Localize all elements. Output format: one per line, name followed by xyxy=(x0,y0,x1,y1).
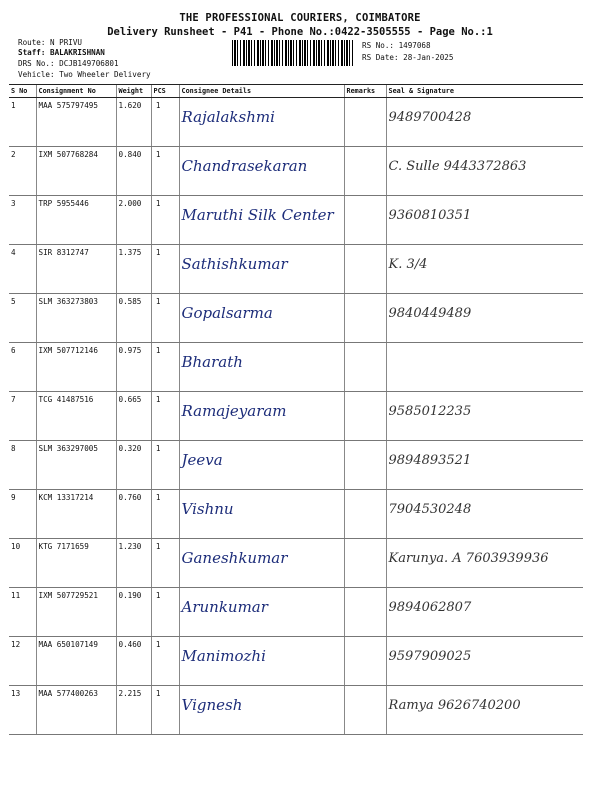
remarks-cell xyxy=(344,490,386,539)
consignment-number: TCG 41487516 xyxy=(36,392,116,441)
serial-number: 6 xyxy=(9,343,36,392)
signature-cell: 9894893521 xyxy=(386,441,583,490)
company-title: THE PROFESSIONAL COURIERS, COIMBATORE xyxy=(179,12,421,24)
serial-number: 5 xyxy=(9,294,36,343)
col-weight-header: Weight xyxy=(116,85,151,98)
pcs-value: 1 xyxy=(151,196,179,245)
col-pcs-header: PCS xyxy=(151,85,179,98)
serial-number: 10 xyxy=(9,539,36,588)
consignment-number: SLM 363273803 xyxy=(36,294,116,343)
remarks-cell xyxy=(344,245,386,294)
consignee-name: Sathishkumar xyxy=(179,245,344,294)
pcs-value: 1 xyxy=(151,245,179,294)
consignment-number: SIR 8312747 xyxy=(36,245,116,294)
serial-number: 9 xyxy=(9,490,36,539)
runsheet-subtitle: Delivery Runsheet - P41 - Phone No.:0422-3505555 - Page No.:1 xyxy=(107,26,493,38)
consignee-name: Manimozhi xyxy=(179,637,344,686)
serial-number: 2 xyxy=(9,147,36,196)
rs-date: RS Date: 28-Jan-2025 xyxy=(362,53,454,62)
remarks-cell xyxy=(344,392,386,441)
signature-cell: 9840449489 xyxy=(386,294,583,343)
col-consignee-header: Consignee Details xyxy=(179,85,344,98)
table-row xyxy=(9,196,583,245)
pcs-value: 1 xyxy=(151,539,179,588)
consignment-number: KCM 13317214 xyxy=(36,490,116,539)
signature-cell: 9597909025 xyxy=(386,637,583,686)
signature-cell: 9894062807 xyxy=(386,588,583,637)
pcs-value: 1 xyxy=(151,441,179,490)
signature-cell: C. Sulle 9443372863 xyxy=(386,147,583,196)
consignee-name: Gopalsarma xyxy=(179,294,344,343)
consignee-name: Maruthi Silk Center xyxy=(179,196,344,245)
rs-number: RS No.: 1497068 xyxy=(362,41,431,50)
weight-value: 1.375 xyxy=(116,245,151,294)
table-row xyxy=(9,588,583,637)
table-row xyxy=(9,539,583,588)
remarks-cell xyxy=(344,98,386,147)
consignee-name: Vignesh xyxy=(179,686,344,735)
serial-number: 3 xyxy=(9,196,36,245)
consignee-name: Chandrasekaran xyxy=(179,147,344,196)
col-consignment-header: Consignment No xyxy=(36,85,116,98)
serial-number: 13 xyxy=(9,686,36,735)
table-row xyxy=(9,147,583,196)
table-row xyxy=(9,343,583,392)
weight-value: 0.840 xyxy=(116,147,151,196)
pcs-value: 1 xyxy=(151,490,179,539)
weight-value: 2.000 xyxy=(116,196,151,245)
remarks-cell xyxy=(344,686,386,735)
weight-value: 0.190 xyxy=(116,588,151,637)
table-row xyxy=(9,637,583,686)
table-row xyxy=(9,98,583,147)
col-remarks-header: Remarks xyxy=(344,85,386,98)
table-row xyxy=(9,490,583,539)
consignment-number: SLM 363297005 xyxy=(36,441,116,490)
consignee-name: Bharath xyxy=(179,343,344,392)
table-row xyxy=(9,245,583,294)
table-row xyxy=(9,441,583,490)
remarks-cell xyxy=(344,637,386,686)
signature-cell: 7904530248 xyxy=(386,490,583,539)
consignee-name: Arunkumar xyxy=(179,588,344,637)
remarks-cell xyxy=(344,539,386,588)
serial-number: 8 xyxy=(9,441,36,490)
remarks-cell xyxy=(344,147,386,196)
table-header-row xyxy=(9,85,583,98)
consignment-number: IXM 507768284 xyxy=(36,147,116,196)
consignment-number: MAA 650107149 xyxy=(36,637,116,686)
signature-cell: Karunya. A 7603939936 xyxy=(386,539,583,588)
staff-text: Staff: BALAKRISHNAN xyxy=(18,48,105,57)
weight-value: 0.460 xyxy=(116,637,151,686)
signature-cell: 9489700428 xyxy=(386,98,583,147)
table-row xyxy=(9,686,583,735)
table-row xyxy=(9,392,583,441)
pcs-value: 1 xyxy=(151,147,179,196)
consignee-name: Ganeshkumar xyxy=(179,539,344,588)
serial-number: 12 xyxy=(9,637,36,686)
pcs-value: 1 xyxy=(151,686,179,735)
vehicle-text: Vehicle: Two Wheeler Delivery xyxy=(18,70,151,79)
remarks-cell xyxy=(344,294,386,343)
consignment-number: KTG 7171659 xyxy=(36,539,116,588)
weight-value: 0.665 xyxy=(116,392,151,441)
barcode xyxy=(232,40,354,66)
pcs-value: 1 xyxy=(151,588,179,637)
remarks-cell xyxy=(344,441,386,490)
consignee-name: Ramajeyaram xyxy=(179,392,344,441)
runsheet-table xyxy=(9,84,583,735)
pcs-value: 1 xyxy=(151,294,179,343)
signature-cell: K. 3/4 xyxy=(386,245,583,294)
weight-value: 0.760 xyxy=(116,490,151,539)
remarks-cell xyxy=(344,588,386,637)
weight-value: 0.975 xyxy=(116,343,151,392)
drs-number: DRS No.: DCJB149706801 xyxy=(18,59,119,68)
pcs-value: 1 xyxy=(151,98,179,147)
col-sno-header: S No xyxy=(9,85,36,98)
weight-value: 1.620 xyxy=(116,98,151,147)
signature-cell: 9360810351 xyxy=(386,196,583,245)
table-row xyxy=(9,294,583,343)
consignment-number: TRP 5955446 xyxy=(36,196,116,245)
weight-value: 0.320 xyxy=(116,441,151,490)
pcs-value: 1 xyxy=(151,392,179,441)
route-text: Route: N PRIVU xyxy=(18,38,83,47)
serial-number: 4 xyxy=(9,245,36,294)
remarks-cell xyxy=(344,196,386,245)
signature-cell: Ramya 9626740200 xyxy=(386,686,583,735)
consignee-name: Vishnu xyxy=(179,490,344,539)
remarks-cell xyxy=(344,343,386,392)
pcs-value: 1 xyxy=(151,343,179,392)
serial-number: 1 xyxy=(9,98,36,147)
consignment-number: MAA 575797495 xyxy=(36,98,116,147)
consignee-name: Rajalakshmi xyxy=(179,98,344,147)
consignment-number: IXM 507729521 xyxy=(36,588,116,637)
col-signature-header: Seal & Signature xyxy=(386,85,583,98)
serial-number: 11 xyxy=(9,588,36,637)
consignee-name: Jeeva xyxy=(179,441,344,490)
weight-value: 1.230 xyxy=(116,539,151,588)
consignment-number: IXM 507712146 xyxy=(36,343,116,392)
serial-number: 7 xyxy=(9,392,36,441)
signature-cell xyxy=(386,343,583,392)
weight-value: 0.585 xyxy=(116,294,151,343)
consignment-number: MAA 577400263 xyxy=(36,686,116,735)
pcs-value: 1 xyxy=(151,637,179,686)
signature-cell: 9585012235 xyxy=(386,392,583,441)
weight-value: 2.215 xyxy=(116,686,151,735)
